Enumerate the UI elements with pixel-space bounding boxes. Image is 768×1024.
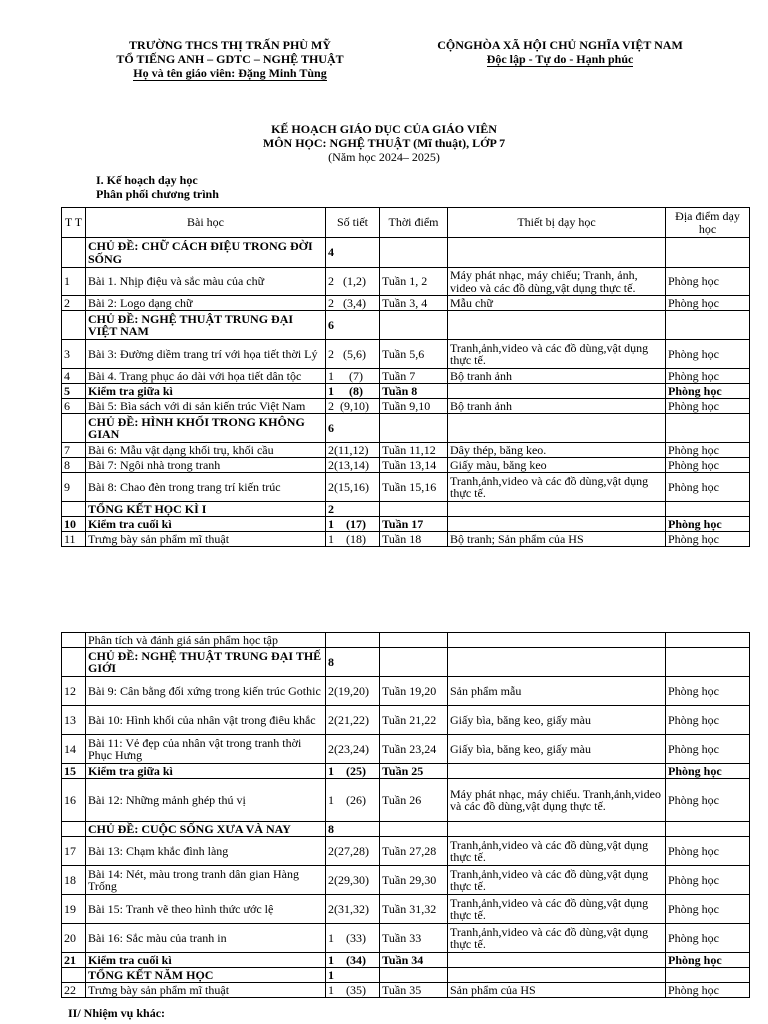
table-row <box>62 983 750 998</box>
row-number: 18 <box>62 866 86 895</box>
lesson-cell: Bài 6: Mẫu vật dạng khối trụ, khối cầu <box>86 443 326 458</box>
col-equipment-header: Thiết bị dạy học <box>448 208 666 238</box>
lesson-cell: CHỦ ĐỀ: HÌNH KHỐI TRONG KHÔNG GIAN <box>86 414 326 443</box>
row-number: 10 <box>62 517 86 532</box>
time-cell: Tuần 18 <box>380 532 448 547</box>
lesson-cell: Kiểm tra cuối kì <box>86 517 326 532</box>
table-row <box>62 633 750 648</box>
location-cell <box>666 502 750 517</box>
equipment-cell <box>448 238 666 268</box>
equipment-cell: Tranh,ảnh,video và các đồ dùng,vật dụng thực tế. <box>448 866 666 895</box>
row-number: 12 <box>62 677 86 706</box>
location-cell: Phòng học <box>666 268 750 296</box>
time-cell: Tuần 34 <box>380 953 448 968</box>
location-cell: Phòng học <box>666 473 750 502</box>
title-line-1: KẾ HOẠCH GIÁO DỤC CỦA GIÁO VIÊN <box>271 122 497 136</box>
equipment-cell: Máy phát nhạc, máy chiếu; Tranh, ảnh, video và các đồ dùng,vật dụng thực tế. <box>448 268 666 296</box>
periods-cell: 2(27,28) <box>326 837 380 866</box>
time-cell <box>380 968 448 983</box>
table-row <box>62 517 750 532</box>
time-cell: Tuần 21,22 <box>380 706 448 735</box>
location-cell: Phòng học <box>666 369 750 384</box>
location-cell: Phòng học <box>666 779 750 822</box>
equipment-cell: Tranh,ảnh,video và các đồ dùng,vật dụng thực tế. <box>448 340 666 369</box>
lesson-cell: Bài 1. Nhịp điệu và sắc màu của chữ <box>86 268 326 296</box>
location-cell <box>666 311 750 340</box>
time-cell: Tuần 7 <box>380 369 448 384</box>
equipment-cell: Giấy màu, băng keo <box>448 458 666 473</box>
periods-cell: 2(11,12) <box>326 443 380 458</box>
table-row <box>62 268 750 296</box>
time-cell: Tuần 35 <box>380 983 448 998</box>
time-cell <box>380 238 448 268</box>
equipment-cell <box>448 822 666 837</box>
equipment-cell <box>448 311 666 340</box>
location-cell: Phòng học <box>666 340 750 369</box>
periods-cell: 2 (1,2) <box>326 268 380 296</box>
topic-row <box>62 414 750 443</box>
row-number <box>62 648 86 677</box>
lesson-cell: TỔNG KẾT NĂM HỌC <box>86 968 326 983</box>
equipment-cell: Bộ tranh ảnh <box>448 369 666 384</box>
periods-cell: 2(21,22) <box>326 706 380 735</box>
equipment-cell <box>448 764 666 779</box>
topic-row <box>62 648 750 677</box>
section-heading: I. Kế hoạch dạy học <box>96 173 198 187</box>
location-cell: Phòng học <box>666 706 750 735</box>
lesson-cell: Kiểm tra cuối kì <box>86 953 326 968</box>
lesson-cell: CHỦ ĐỀ: CUỘC SỐNG XƯA VÀ NAY <box>86 822 326 837</box>
time-cell: Tuần 19,20 <box>380 677 448 706</box>
periods-cell: 6 <box>326 414 380 443</box>
national-header <box>410 38 710 67</box>
periods-cell: 1 (34) <box>326 953 380 968</box>
location-cell <box>666 822 750 837</box>
row-number <box>62 414 86 443</box>
lesson-cell: TỔNG KẾT HỌC KÌ I <box>86 502 326 517</box>
row-number: 4 <box>62 369 86 384</box>
location-cell: Phòng học <box>666 895 750 924</box>
time-cell: Tuần 27,28 <box>380 837 448 866</box>
location-cell: Phòng học <box>666 866 750 895</box>
school-year: (Năm học 2024– 2025) <box>328 150 440 164</box>
time-cell: Tuần 15,16 <box>380 473 448 502</box>
periods-cell: 1 (26) <box>326 779 380 822</box>
equipment-cell: Tranh,ảnh,video và các đồ dùng,vật dụng thực tế. <box>448 924 666 953</box>
row-number: 15 <box>62 764 86 779</box>
row-number: 14 <box>62 735 86 764</box>
time-cell: Tuần 31,32 <box>380 895 448 924</box>
title-line-2: MÔN HỌC: NGHỆ THUẬT (Mĩ thuật), LỚP 7 <box>262 136 506 150</box>
location-cell: Phòng học <box>666 458 750 473</box>
row-number: 19 <box>62 895 86 924</box>
lesson-cell: Bài 2: Logo dạng chữ <box>86 296 326 311</box>
time-cell <box>380 648 448 677</box>
equipment-cell: Dây thép, băng keo. <box>448 443 666 458</box>
topic-row <box>62 822 750 837</box>
col-tt-header: T T <box>62 208 86 238</box>
location-cell: Phòng học <box>666 517 750 532</box>
table-row <box>62 866 750 895</box>
periods-cell: 2 (5,6) <box>326 340 380 369</box>
row-number: 9 <box>62 473 86 502</box>
periods-cell: 1 (33) <box>326 924 380 953</box>
equipment-cell <box>448 633 666 648</box>
periods-cell: 8 <box>326 648 380 677</box>
row-number <box>62 968 86 983</box>
periods-cell: 2(19,20) <box>326 677 380 706</box>
lesson-cell: Bài 15: Tranh vẽ theo hình thức ước lệ <box>86 895 326 924</box>
row-number <box>62 238 86 268</box>
equipment-cell: Máy phát nhạc, máy chiếu. Tranh,ảnh,video và các đồ dùng,vật dụng thực tế. <box>448 779 666 822</box>
topic-row <box>62 238 750 268</box>
location-cell <box>666 633 750 648</box>
table-row <box>62 296 750 311</box>
time-cell: Tuần 11,12 <box>380 443 448 458</box>
periods-cell: 2(31,32) <box>326 895 380 924</box>
row-number: 21 <box>62 953 86 968</box>
periods-cell: 1 (17) <box>326 517 380 532</box>
equipment-cell <box>448 384 666 399</box>
equipment-cell <box>448 517 666 532</box>
location-cell: Phòng học <box>666 924 750 953</box>
table-row <box>62 532 750 547</box>
table-row <box>62 706 750 735</box>
time-cell: Tuần 5,6 <box>380 340 448 369</box>
time-cell: Tuần 26 <box>380 779 448 822</box>
table-row <box>62 924 750 953</box>
time-cell <box>380 311 448 340</box>
lesson-cell: Trưng bày sản phẩm mĩ thuật <box>86 532 326 547</box>
periods-cell: 2(13,14) <box>326 458 380 473</box>
time-cell <box>380 633 448 648</box>
lesson-cell: Bài 12: Những mảnh ghép thú vị <box>86 779 326 822</box>
row-number: 20 <box>62 924 86 953</box>
row-number: 5 <box>62 384 86 399</box>
equipment-cell <box>448 414 666 443</box>
equipment-cell: Tranh,ảnh,video và các đồ dùng,vật dụng thực tế. <box>448 837 666 866</box>
equipment-cell: Giấy bìa, băng keo, giấy màu <box>448 735 666 764</box>
topic-row <box>62 311 750 340</box>
equipment-cell: Tranh,ảnh,video và các đồ dùng,vật dụng thực tế. <box>448 895 666 924</box>
lesson-cell: CHỦ ĐỀ: NGHỆ THUẬT TRUNG ĐẠI THẾ GIỚI <box>86 648 326 677</box>
lesson-cell: Bài 11: Vẻ đẹp của nhân vật trong tranh thời Phục Hưng <box>86 735 326 764</box>
location-cell: Phòng học <box>666 764 750 779</box>
table-row <box>62 779 750 822</box>
row-number: 1 <box>62 268 86 296</box>
time-cell <box>380 822 448 837</box>
row-number: 3 <box>62 340 86 369</box>
time-cell: Tuần 25 <box>380 764 448 779</box>
equipment-cell: Mẫu chữ <box>448 296 666 311</box>
lesson-cell: CHỦ ĐỀ: NGHỆ THUẬT TRUNG ĐẠI VIỆT NAM <box>86 311 326 340</box>
table-row <box>62 764 750 779</box>
lesson-cell: Bài 13: Chạm khắc đình làng <box>86 837 326 866</box>
topic-row <box>62 968 750 983</box>
col-periods-header: Số tiết <box>326 208 380 238</box>
lesson-cell: Bài 4. Trang phục áo dài với họa tiết dân tộc <box>86 369 326 384</box>
lesson-cell: Kiểm tra giữa kì <box>86 764 326 779</box>
table-row <box>62 399 750 414</box>
periods-cell <box>326 633 380 648</box>
row-number: 13 <box>62 706 86 735</box>
periods-cell: 2(23,24) <box>326 735 380 764</box>
time-cell: Tuần 1, 2 <box>380 268 448 296</box>
row-number: 2 <box>62 296 86 311</box>
equipment-cell: Tranh,ảnh,video và các đồ dùng,vật dụng thực tế. <box>448 473 666 502</box>
table-row <box>62 735 750 764</box>
table-row <box>62 677 750 706</box>
periods-cell: 1 (35) <box>326 983 380 998</box>
location-cell: Phòng học <box>666 735 750 764</box>
row-number: 11 <box>62 532 86 547</box>
equipment-cell <box>448 502 666 517</box>
lesson-cell: Bài 8: Chao đèn trong trang trí kiến trúc <box>86 473 326 502</box>
table-header-row <box>62 208 750 238</box>
equipment-cell <box>448 968 666 983</box>
col-lesson-header: Bài học <box>86 208 326 238</box>
periods-cell: 2(15,16) <box>326 473 380 502</box>
location-cell: Phòng học <box>666 399 750 414</box>
location-cell: Phòng học <box>666 677 750 706</box>
lesson-cell: Bài 3: Đường diềm trang trí với họa tiết thời Lý <box>86 340 326 369</box>
teacher-name: Họ và tên giáo viên: Đặng Minh Tùng <box>133 66 327 80</box>
periods-cell: 1 (7) <box>326 369 380 384</box>
table-row <box>62 473 750 502</box>
plan-table-part-1 <box>61 207 750 547</box>
equipment-cell: Sản phẩm của HS <box>448 983 666 998</box>
location-cell: Phòng học <box>666 296 750 311</box>
location-cell: Phòng học <box>666 837 750 866</box>
periods-cell: 1 (25) <box>326 764 380 779</box>
time-cell <box>380 414 448 443</box>
time-cell: Tuần 17 <box>380 517 448 532</box>
table-row <box>62 458 750 473</box>
row-number <box>62 633 86 648</box>
periods-cell: 2 <box>326 502 380 517</box>
periods-cell: 1 (8) <box>326 384 380 399</box>
row-number <box>62 311 86 340</box>
document-title <box>0 122 768 164</box>
location-cell: Phòng học <box>666 983 750 998</box>
time-cell: Tuần 23,24 <box>380 735 448 764</box>
time-cell <box>380 502 448 517</box>
location-cell <box>666 648 750 677</box>
table-row <box>62 953 750 968</box>
equipment-cell: Sản phẩm mẫu <box>448 677 666 706</box>
lesson-cell: Phân tích và đánh giá sản phẩm học tập <box>86 633 326 648</box>
department-name: TỔ TIẾNG ANH – GDTC – NGHỆ THUẬT <box>116 52 344 66</box>
time-cell: Tuần 9,10 <box>380 399 448 414</box>
school-header <box>60 38 400 81</box>
periods-cell: 1 (18) <box>326 532 380 547</box>
periods-cell: 2 (3,4) <box>326 296 380 311</box>
republic-name: CỘNGHÒA XÃ HỘI CHỦ NGHĨA VIỆT NAM <box>437 38 683 52</box>
location-cell: Phòng học <box>666 443 750 458</box>
location-cell <box>666 414 750 443</box>
time-cell: Tuần 33 <box>380 924 448 953</box>
topic-row <box>62 502 750 517</box>
plan-table-part-2 <box>61 632 750 998</box>
row-number: 17 <box>62 837 86 866</box>
location-cell: Phòng học <box>666 953 750 968</box>
periods-cell: 2 (9,10) <box>326 399 380 414</box>
table-row <box>62 340 750 369</box>
location-cell: Phòng học <box>666 384 750 399</box>
row-number: 8 <box>62 458 86 473</box>
row-number: 16 <box>62 779 86 822</box>
time-cell: Tuần 3, 4 <box>380 296 448 311</box>
periods-cell: 2(29,30) <box>326 866 380 895</box>
equipment-cell: Giấy bìa, băng keo, giấy màu <box>448 706 666 735</box>
col-time-header: Thời điểm <box>380 208 448 238</box>
motto: Độc lập - Tự do - Hạnh phúc <box>486 52 634 66</box>
row-number <box>62 502 86 517</box>
table-row <box>62 384 750 399</box>
equipment-cell: Bộ tranh; Sản phẩm của HS <box>448 532 666 547</box>
table-row <box>62 369 750 384</box>
row-number <box>62 822 86 837</box>
lesson-cell: Kiểm tra giữa kì <box>86 384 326 399</box>
school-name: TRƯỜNG THCS THỊ TRẤN PHÙ MỸ <box>129 38 331 52</box>
location-cell <box>666 238 750 268</box>
equipment-cell <box>448 953 666 968</box>
table-row <box>62 443 750 458</box>
periods-cell: 4 <box>326 238 380 268</box>
time-cell: Tuần 29,30 <box>380 866 448 895</box>
location-cell <box>666 968 750 983</box>
row-number: 7 <box>62 443 86 458</box>
section-subheading: Phân phối chương trình <box>96 187 219 201</box>
lesson-cell: Trưng bày sản phẩm mĩ thuật <box>86 983 326 998</box>
row-number: 22 <box>62 983 86 998</box>
periods-cell: 6 <box>326 311 380 340</box>
lesson-cell: Bài 7: Ngôi nhà trong tranh <box>86 458 326 473</box>
equipment-cell <box>448 648 666 677</box>
lesson-cell: Bài 9: Cân bằng đối xứng trong kiến trúc Gothic <box>86 677 326 706</box>
location-cell: Phòng học <box>666 532 750 547</box>
periods-cell: 1 <box>326 968 380 983</box>
table-row <box>62 837 750 866</box>
table-row <box>62 895 750 924</box>
lesson-cell: Bài 14: Nét, màu trong tranh dân gian Hàng Trống <box>86 866 326 895</box>
other-tasks-heading: II/ Nhiệm vụ khác: <box>68 1006 166 1020</box>
time-cell: Tuần 8 <box>380 384 448 399</box>
lesson-cell: Bài 5: Bìa sách với di sản kiến trúc Việt Nam <box>86 399 326 414</box>
lesson-cell: CHỦ ĐỀ: CHỮ CÁCH ĐIỆU TRONG ĐỜI SỐNG <box>86 238 326 268</box>
equipment-cell: Bộ tranh ảnh <box>448 399 666 414</box>
row-number: 6 <box>62 399 86 414</box>
time-cell: Tuần 13,14 <box>380 458 448 473</box>
lesson-cell: Bài 10: Hình khối của nhân vật trong điêu khắc <box>86 706 326 735</box>
lesson-cell: Bài 16: Sắc màu của tranh in <box>86 924 326 953</box>
col-location-header: Địa điểm dạy học <box>666 208 750 238</box>
periods-cell: 8 <box>326 822 380 837</box>
